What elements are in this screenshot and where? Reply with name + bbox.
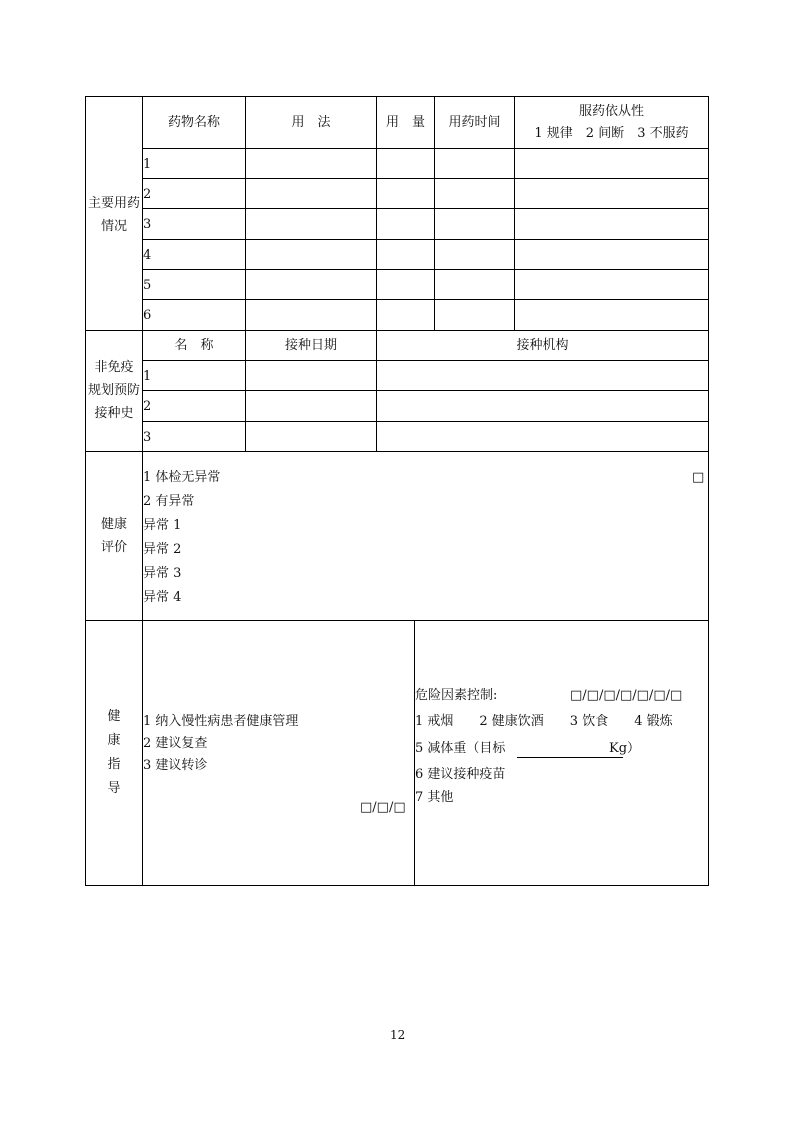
guidance-left-line: 3 建议转诊 (143, 758, 208, 773)
vaccination-row-number: 3 (143, 430, 152, 445)
guidance-label-char: 康 (107, 733, 121, 748)
weight-target-unit: Kg） (609, 741, 641, 756)
medication-row-number: 3 (143, 217, 152, 232)
medication-label-line-1: 主要用药 (87, 196, 140, 211)
medication-row-number: 6 (143, 308, 152, 323)
evaluation-line: 异常 1 (143, 518, 182, 533)
medication-label-line-2: 情况 (100, 219, 127, 234)
vaccination-label-line-2: 规划预防 (87, 383, 140, 398)
evaluation-line: 异常 2 (143, 542, 182, 557)
guidance-label-char: 指 (107, 757, 121, 772)
guidance-right-line: 6 建议接种疫苗 (415, 767, 506, 782)
header-drug-name: 药物名称 (167, 115, 220, 130)
page-number: 12 (390, 1028, 406, 1042)
vaccination-row-number: 2 (143, 399, 152, 414)
evaluation-line: 异常 3 (143, 566, 182, 581)
medication-row-number: 5 (143, 278, 152, 293)
header-vaccination-date: 接种日期 (284, 338, 337, 353)
header-compliance-options: 1 规律 2 间断 3 不服药 (534, 126, 689, 141)
risk-factor-title: 危险因素控制: (415, 688, 498, 703)
vaccination-label-line-1: 非免疫 (94, 360, 134, 375)
medication-row-number: 1 (143, 157, 152, 172)
header-vaccination-institution: 接种机构 (516, 338, 569, 353)
header-time: 用药时间 (448, 115, 501, 130)
weight-target-prefix: 5 减体重（目标 (415, 741, 506, 756)
vaccination-label-line-3: 接种史 (94, 406, 134, 421)
evaluation-label-line-1: 健康 (100, 517, 127, 532)
evaluation-line: 异常 4 (143, 590, 182, 605)
evaluation-checkbox[interactable]: □ (692, 470, 705, 485)
header-vaccine-name: 名 称 (174, 338, 214, 353)
evaluation-line: 2 有异常 (143, 494, 195, 509)
evaluation-section-label (86, 513, 142, 559)
vaccination-section-label (86, 356, 142, 425)
medication-row-number: 2 (143, 187, 152, 202)
header-dose: 用 量 (385, 115, 425, 130)
vaccination-row-number: 1 (143, 369, 152, 384)
guidance-left-line: 2 建议复查 (143, 736, 208, 751)
header-usage: 用 法 (291, 115, 331, 130)
guidance-section-label (86, 705, 142, 801)
evaluation-line: 1 体检无异常 (143, 470, 221, 485)
evaluation-label-line-2: 评价 (100, 540, 127, 555)
guidance-label-char: 健 (107, 709, 121, 724)
header-compliance-title: 服药依从性 (578, 104, 644, 119)
weight-target-field[interactable] (517, 757, 623, 758)
risk-factor-checkboxes[interactable]: □/□/□/□/□/□/□ (570, 688, 683, 703)
guidance-right-line: 7 其他 (415, 790, 454, 805)
risk-factor-line: 1 戒烟 2 健康饮酒 3 饮食 4 锻炼 (415, 714, 673, 729)
guidance-left-line: 1 纳入慢性病患者健康管理 (143, 714, 299, 729)
medication-row-number: 4 (143, 248, 152, 263)
guidance-label-char: 导 (107, 781, 121, 796)
medication-section-label (86, 192, 142, 238)
guidance-left-checkboxes[interactable]: □/□/□ (360, 800, 406, 815)
